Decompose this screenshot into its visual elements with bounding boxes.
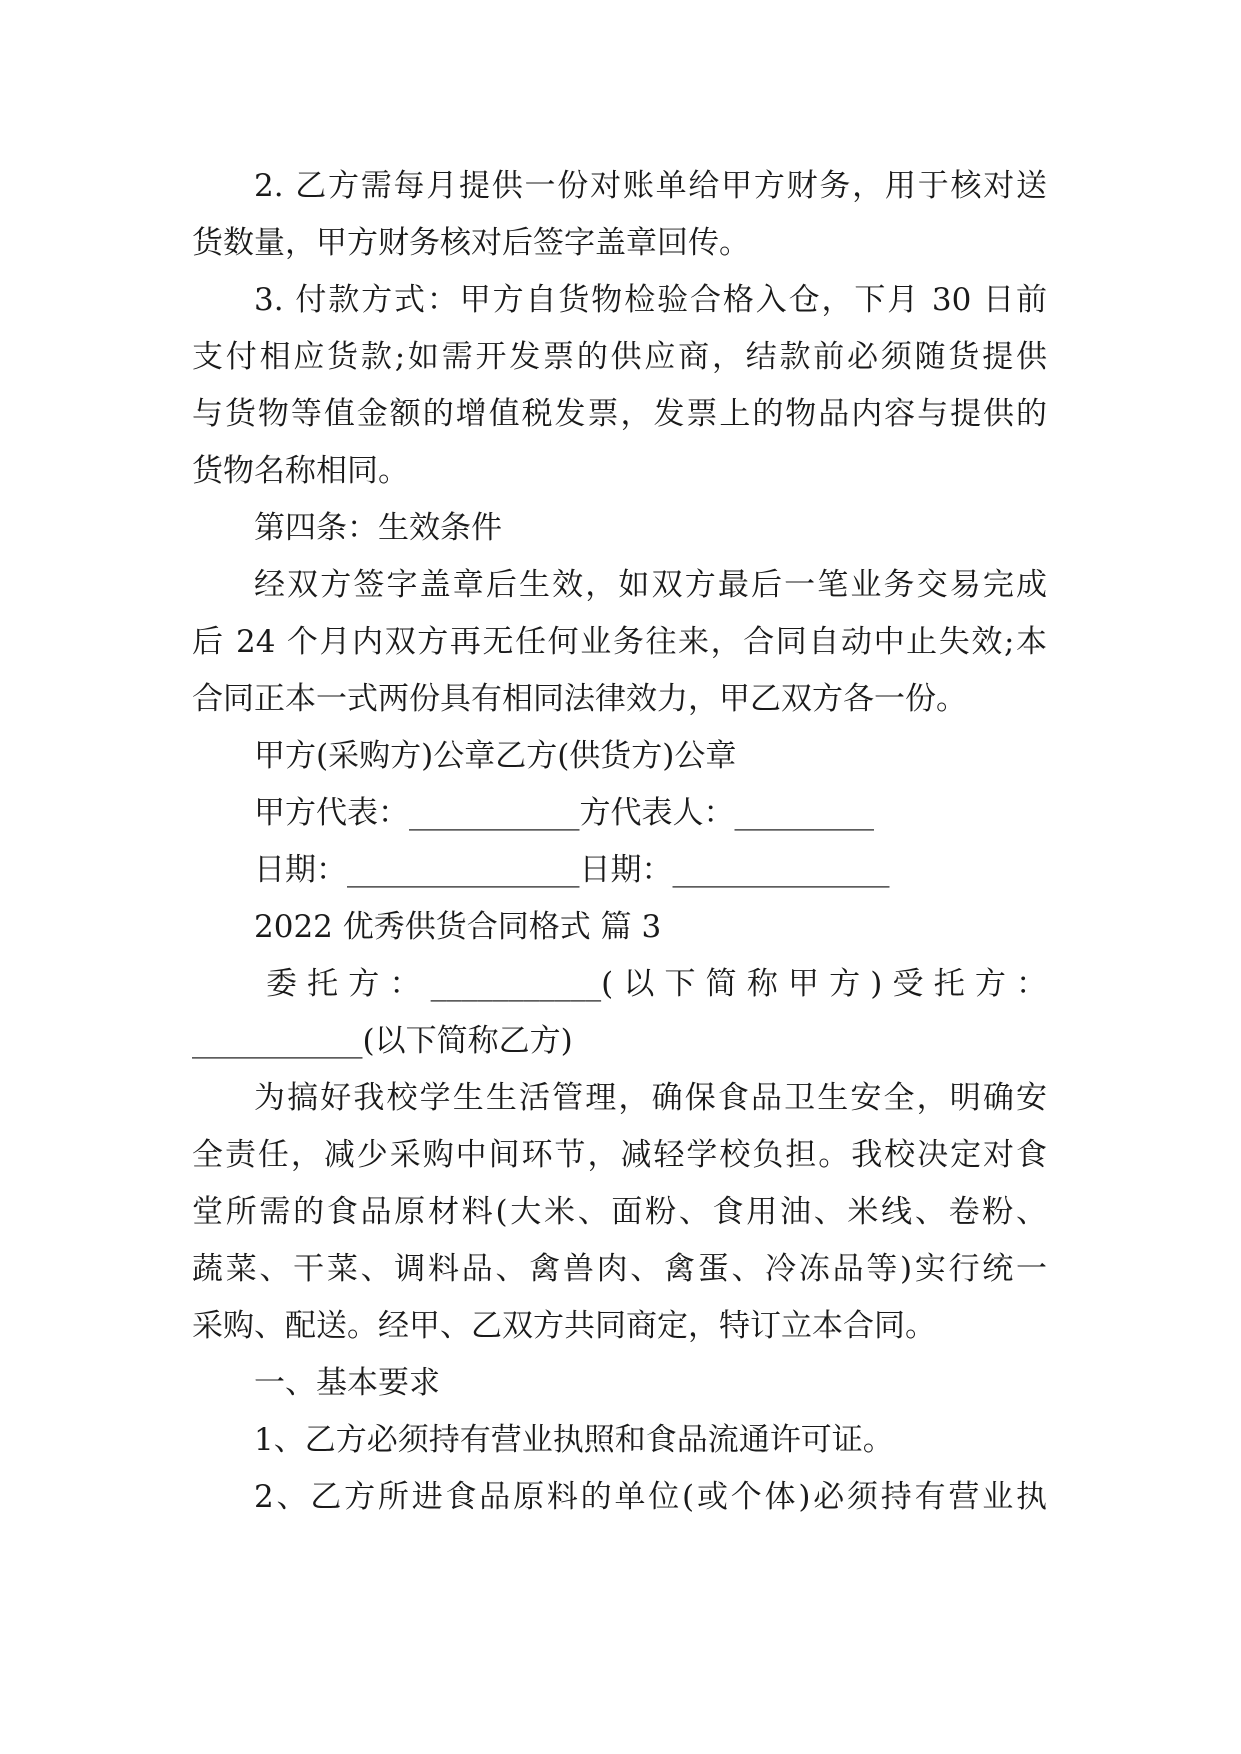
paragraph-line: 2. 乙方需每月提供一份对账单给甲方财务，用于核对送 [254, 168, 1047, 204]
section-heading: 一、基本要求 [254, 1365, 440, 1401]
seal-line: 甲方(采购方)公章乙方(供货方)公章 [254, 738, 737, 774]
paragraph-line: 1、乙方必须持有营业执照和食品流通许可证。 [254, 1422, 894, 1458]
section-title: 2022 优秀供货合同格式 篇 3 [254, 909, 662, 945]
paragraph-line: 蔬菜、干菜、调料品、禽兽肉、禽蛋、冷冻品等)实行统一 [192, 1251, 1047, 1287]
paragraph-line: 货数量，甲方财务核对后签字盖章回传。 [192, 225, 750, 261]
party-line: ___________(以下简称乙方) [192, 1023, 573, 1059]
date-line: 日期：_______________日期：______________ [254, 852, 890, 888]
paragraph-line: 经双方签字盖章后生效，如双方最后一笔业务交易完成 [254, 567, 1047, 603]
paragraph-line: 与货物等值金额的增值税发票，发票上的物品内容与提供的 [192, 396, 1047, 432]
paragraph-line: 支付相应货款;如需开发票的供应商，结款前必须随货提供 [192, 339, 1047, 375]
representative-line: 甲方代表：___________方代表人：_________ [254, 795, 874, 831]
paragraph-line: 3. 付款方式：甲方自货物检验合格入仓，下月 30 日前 [254, 282, 1047, 318]
paragraph-line: 货物名称相同。 [192, 453, 409, 489]
paragraph-line: 为搞好我校学生生活管理，确保食品卫生安全，明确安 [254, 1080, 1047, 1116]
paragraph-line: 合同正本一式两份具有相同法律效力，甲乙双方各一份。 [192, 681, 967, 717]
section-heading: 第四条：生效条件 [254, 510, 502, 546]
paragraph-line: 2、乙方所进食品原料的单位(或个体)必须持有营业执 [254, 1479, 1047, 1515]
paragraph-line: 全责任，减少采购中间环节，减轻学校负担。我校决定对食 [192, 1137, 1047, 1173]
paragraph-line: 采购、配送。经甲、乙双方共同商定，特订立本合同。 [192, 1308, 936, 1344]
paragraph-line: 后 24 个月内双方再无任何业务往来，合同自动中止失效;本 [192, 624, 1047, 660]
party-line: 委托方：___________(以下简称甲方)受托方： [266, 966, 1047, 1002]
paragraph-line: 堂所需的食品原材料(大米、面粉、食用油、米线、卷粉、 [192, 1194, 1047, 1230]
